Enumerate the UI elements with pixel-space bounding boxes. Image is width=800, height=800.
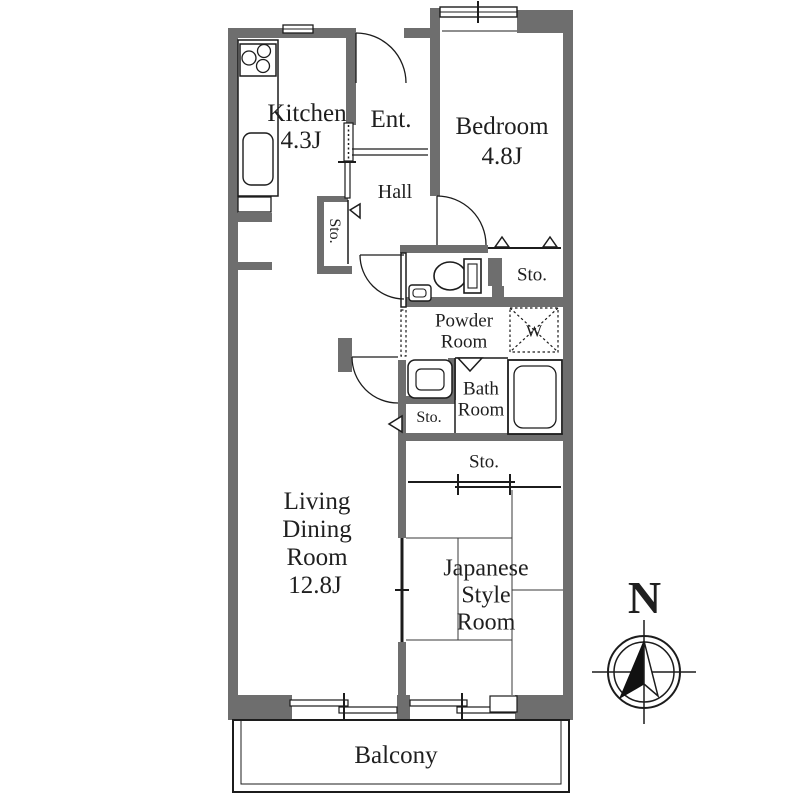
toilet-basin-inner — [413, 289, 426, 297]
wall-left — [228, 28, 238, 720]
ldk-window-sash-left — [290, 700, 348, 706]
japanese-storage-label: Sto. — [468, 451, 500, 473]
japanese-window-sash-left — [410, 700, 467, 706]
living-dining-label: Living Dining Room — [282, 488, 352, 571]
hall-closet-triangle — [350, 204, 360, 218]
living-dining-size: 12.8J — [288, 572, 342, 599]
kitchen-size: 4.3J — [280, 127, 322, 154]
closet-triangle-2 — [543, 237, 557, 247]
compass-needle-right — [644, 641, 658, 696]
compass — [592, 620, 696, 724]
shoe-cabinet — [344, 123, 353, 161]
wall-bedroom-left — [430, 8, 440, 196]
toilet-bowl-icon — [434, 262, 466, 290]
wall-toilet-pillar — [488, 258, 502, 286]
storage-door-triangle — [389, 416, 402, 432]
japanese-bay-box — [490, 696, 517, 712]
stove-burner-1 — [242, 51, 256, 65]
entrance-door-arc — [356, 33, 406, 83]
bedroom-storage-label: Sto. — [516, 264, 548, 286]
ldk-window-sash-right — [339, 707, 397, 713]
balcony-label: Balcony — [354, 742, 438, 769]
vanity-inner — [416, 369, 444, 390]
stove-burner-3 — [257, 60, 270, 73]
japanese-room-label: Japanese Style Room — [443, 555, 529, 636]
bath-folding-door-triangle — [458, 358, 482, 371]
toilet-tank-inner — [468, 264, 477, 288]
wall-bottom-right — [515, 695, 573, 720]
toilet-door-arc — [360, 255, 404, 299]
wall-entrance-top — [404, 28, 432, 38]
bedroom-label: Bedroom — [455, 113, 549, 140]
compass-north-label: N — [627, 572, 663, 624]
wall-japanese-left — [398, 642, 406, 700]
accordion-door-hall-powder — [401, 310, 406, 356]
closet-triangle-1 — [495, 237, 509, 247]
kitchen-sink-icon — [243, 133, 273, 185]
wall-bottom-middle — [397, 695, 410, 720]
bedroom-door-arc — [437, 196, 486, 245]
wall-toilet-pillar-2 — [492, 286, 504, 298]
washer-label: W — [525, 321, 543, 341]
wall-bottom-left — [228, 695, 292, 720]
wall-kitchen-entrance — [346, 28, 356, 125]
wall-hall-closet-left — [317, 196, 324, 274]
bath-room-label: Bath Room — [457, 378, 505, 421]
wall-ldk-right — [398, 360, 406, 538]
washroom-storage-label: Sto. — [416, 409, 442, 427]
kitchen-counter-end — [238, 197, 271, 212]
stove-burner-2 — [258, 45, 271, 58]
wall-toilet-top — [400, 245, 488, 253]
wall-hall-closet-bottom — [318, 266, 352, 274]
entrance-label: Ent. — [370, 106, 412, 133]
wall-kitchen-stub-2 — [228, 262, 272, 270]
hall-label: Hall — [377, 180, 413, 203]
wall-right — [563, 10, 573, 720]
hall-storage-label: Sto. — [325, 218, 343, 244]
wall-hall-ldk-stub — [338, 338, 352, 372]
powder-room-label: Powder Room — [434, 310, 494, 353]
bathtub-inner — [514, 366, 556, 428]
wall-kitchen-stub-1 — [228, 213, 272, 222]
kitchen-label: Kitchen — [267, 100, 347, 127]
powder-door-arc — [352, 357, 398, 403]
bedroom-size: 4.8J — [481, 143, 523, 170]
wall-kitchen-hall-thin — [345, 160, 350, 198]
